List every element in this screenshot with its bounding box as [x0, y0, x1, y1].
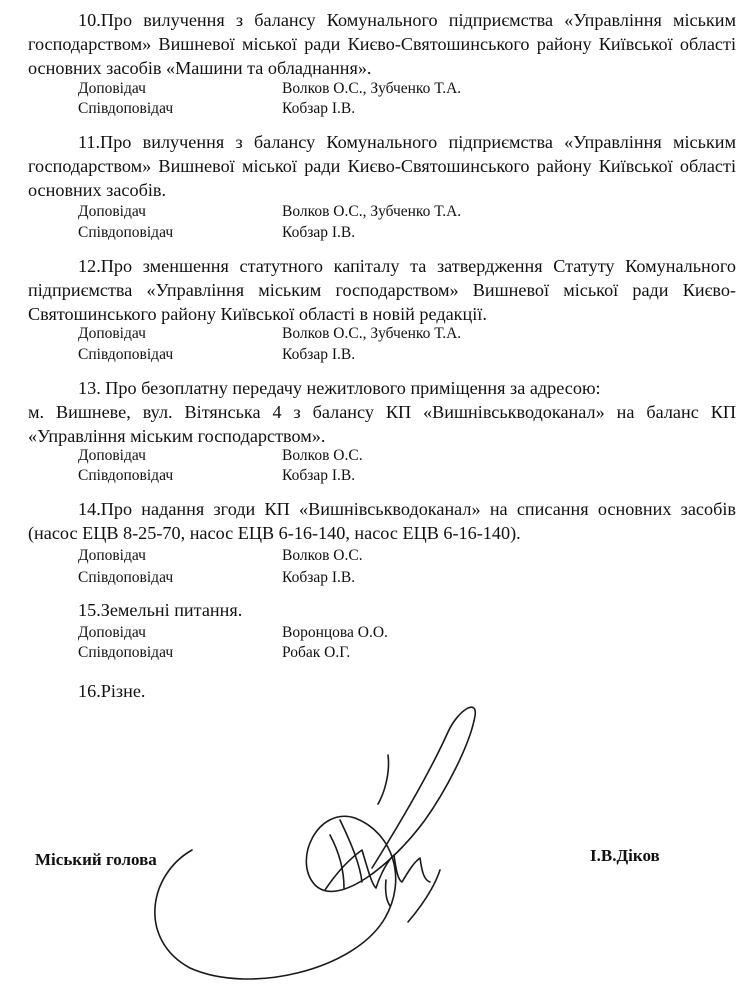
agenda-item-13-reporter-label: Доповідач	[78, 447, 146, 464]
agenda-item-15-coreporter: Робак О.Г.	[282, 644, 351, 661]
agenda-item-15-reporter-label: Доповідач	[78, 624, 146, 641]
agenda-item-13-rest: м. Вишневе, вул. Вітянська 4 з балансу КП «Вишнівськводоканал» на баланс КП «Управління міським господарством».	[28, 402, 736, 446]
agenda-item-15-text: 15.Земельні питання.	[78, 600, 243, 620]
agenda-item-14-coreporter: Кобзар І.В.	[282, 569, 356, 586]
agenda-item-13-reporter: Волков О.С.	[282, 447, 363, 464]
agenda-item-10-reporter-label: Доповідач	[78, 80, 146, 97]
agenda-item-11-coreporter: Кобзар І.В.	[282, 224, 356, 241]
agenda-item-15-coreporter-label: Співдоповідач	[78, 644, 174, 661]
agenda-item-14-coreporter-label: Співдоповідач	[78, 569, 174, 586]
agenda-item-12-coreporter: Кобзар І.В.	[282, 346, 356, 363]
agenda-item-10-coreporter: Кобзар І.В.	[282, 100, 356, 117]
mayor-name: І.В.Діков	[590, 846, 660, 865]
agenda-item-14-text: 14.Про надання згоди КП «Вишнівськводоканал» на списання основних засобів (насос ЕЦВ 8-25-70, насос ЕЦВ 6-16-140, насос ЕЦВ 6-16-140).	[28, 499, 736, 543]
agenda-item-15-reporter: Воронцова О.О.	[282, 624, 388, 641]
agenda-item-10-coreporter-label: Співдоповідач	[78, 100, 174, 117]
agenda-item-11-reporter-label: Доповідач	[78, 203, 146, 220]
agenda-item-11-reporter: Волков О.С., Зубченко Т.А.	[282, 203, 462, 220]
agenda-item-13-first-line: 13. Про безоплатну передачу нежитлового приміщення за адресою:	[78, 378, 601, 398]
agenda-item-12-coreporter-label: Співдоповідач	[78, 346, 174, 363]
agenda-item-16-text: 16.Різне.	[78, 681, 146, 701]
agenda-item-13-coreporter: Кобзар І.В.	[282, 467, 356, 484]
agenda-item-11-text: 11.Про вилучення з балансу Комунального підприємства «Управління міським господарством» Вишневої міської ради Києво-Святошинського району Київської області основних засобів.	[28, 132, 736, 200]
handwritten-signature	[140, 700, 520, 980]
agenda-item-12-reporter-label: Доповідач	[78, 325, 146, 342]
agenda-item-14-reporter-label: Доповідач	[78, 547, 146, 564]
agenda-item-14-reporter: Волков О.С.	[282, 547, 363, 564]
agenda-item-12-text: 12.Про зменшення статутного капіталу та затвердження Статуту Комунального підприємства «Управління міським господарством» Вишневої міської ради Києво-Святошинського району Київської області в новій редакції.	[28, 256, 736, 324]
mayor-title: Міський голова	[35, 850, 157, 869]
agenda-item-12-reporter: Волков О.С., Зубченко Т.А.	[282, 325, 462, 342]
agenda-item-11-coreporter-label: Співдоповідач	[78, 224, 174, 241]
agenda-item-10-reporter: Волков О.С., Зубченко Т.А.	[282, 80, 462, 97]
agenda-item-13-coreporter-label: Співдоповідач	[78, 467, 174, 484]
agenda-item-10-text: 10.Про вилучення з балансу Комунального підприємства «Управління міським господарством» Вишневої міської ради Києво-Святошинського району Київської області основних засобів «Машини та обладнання».	[28, 10, 736, 78]
